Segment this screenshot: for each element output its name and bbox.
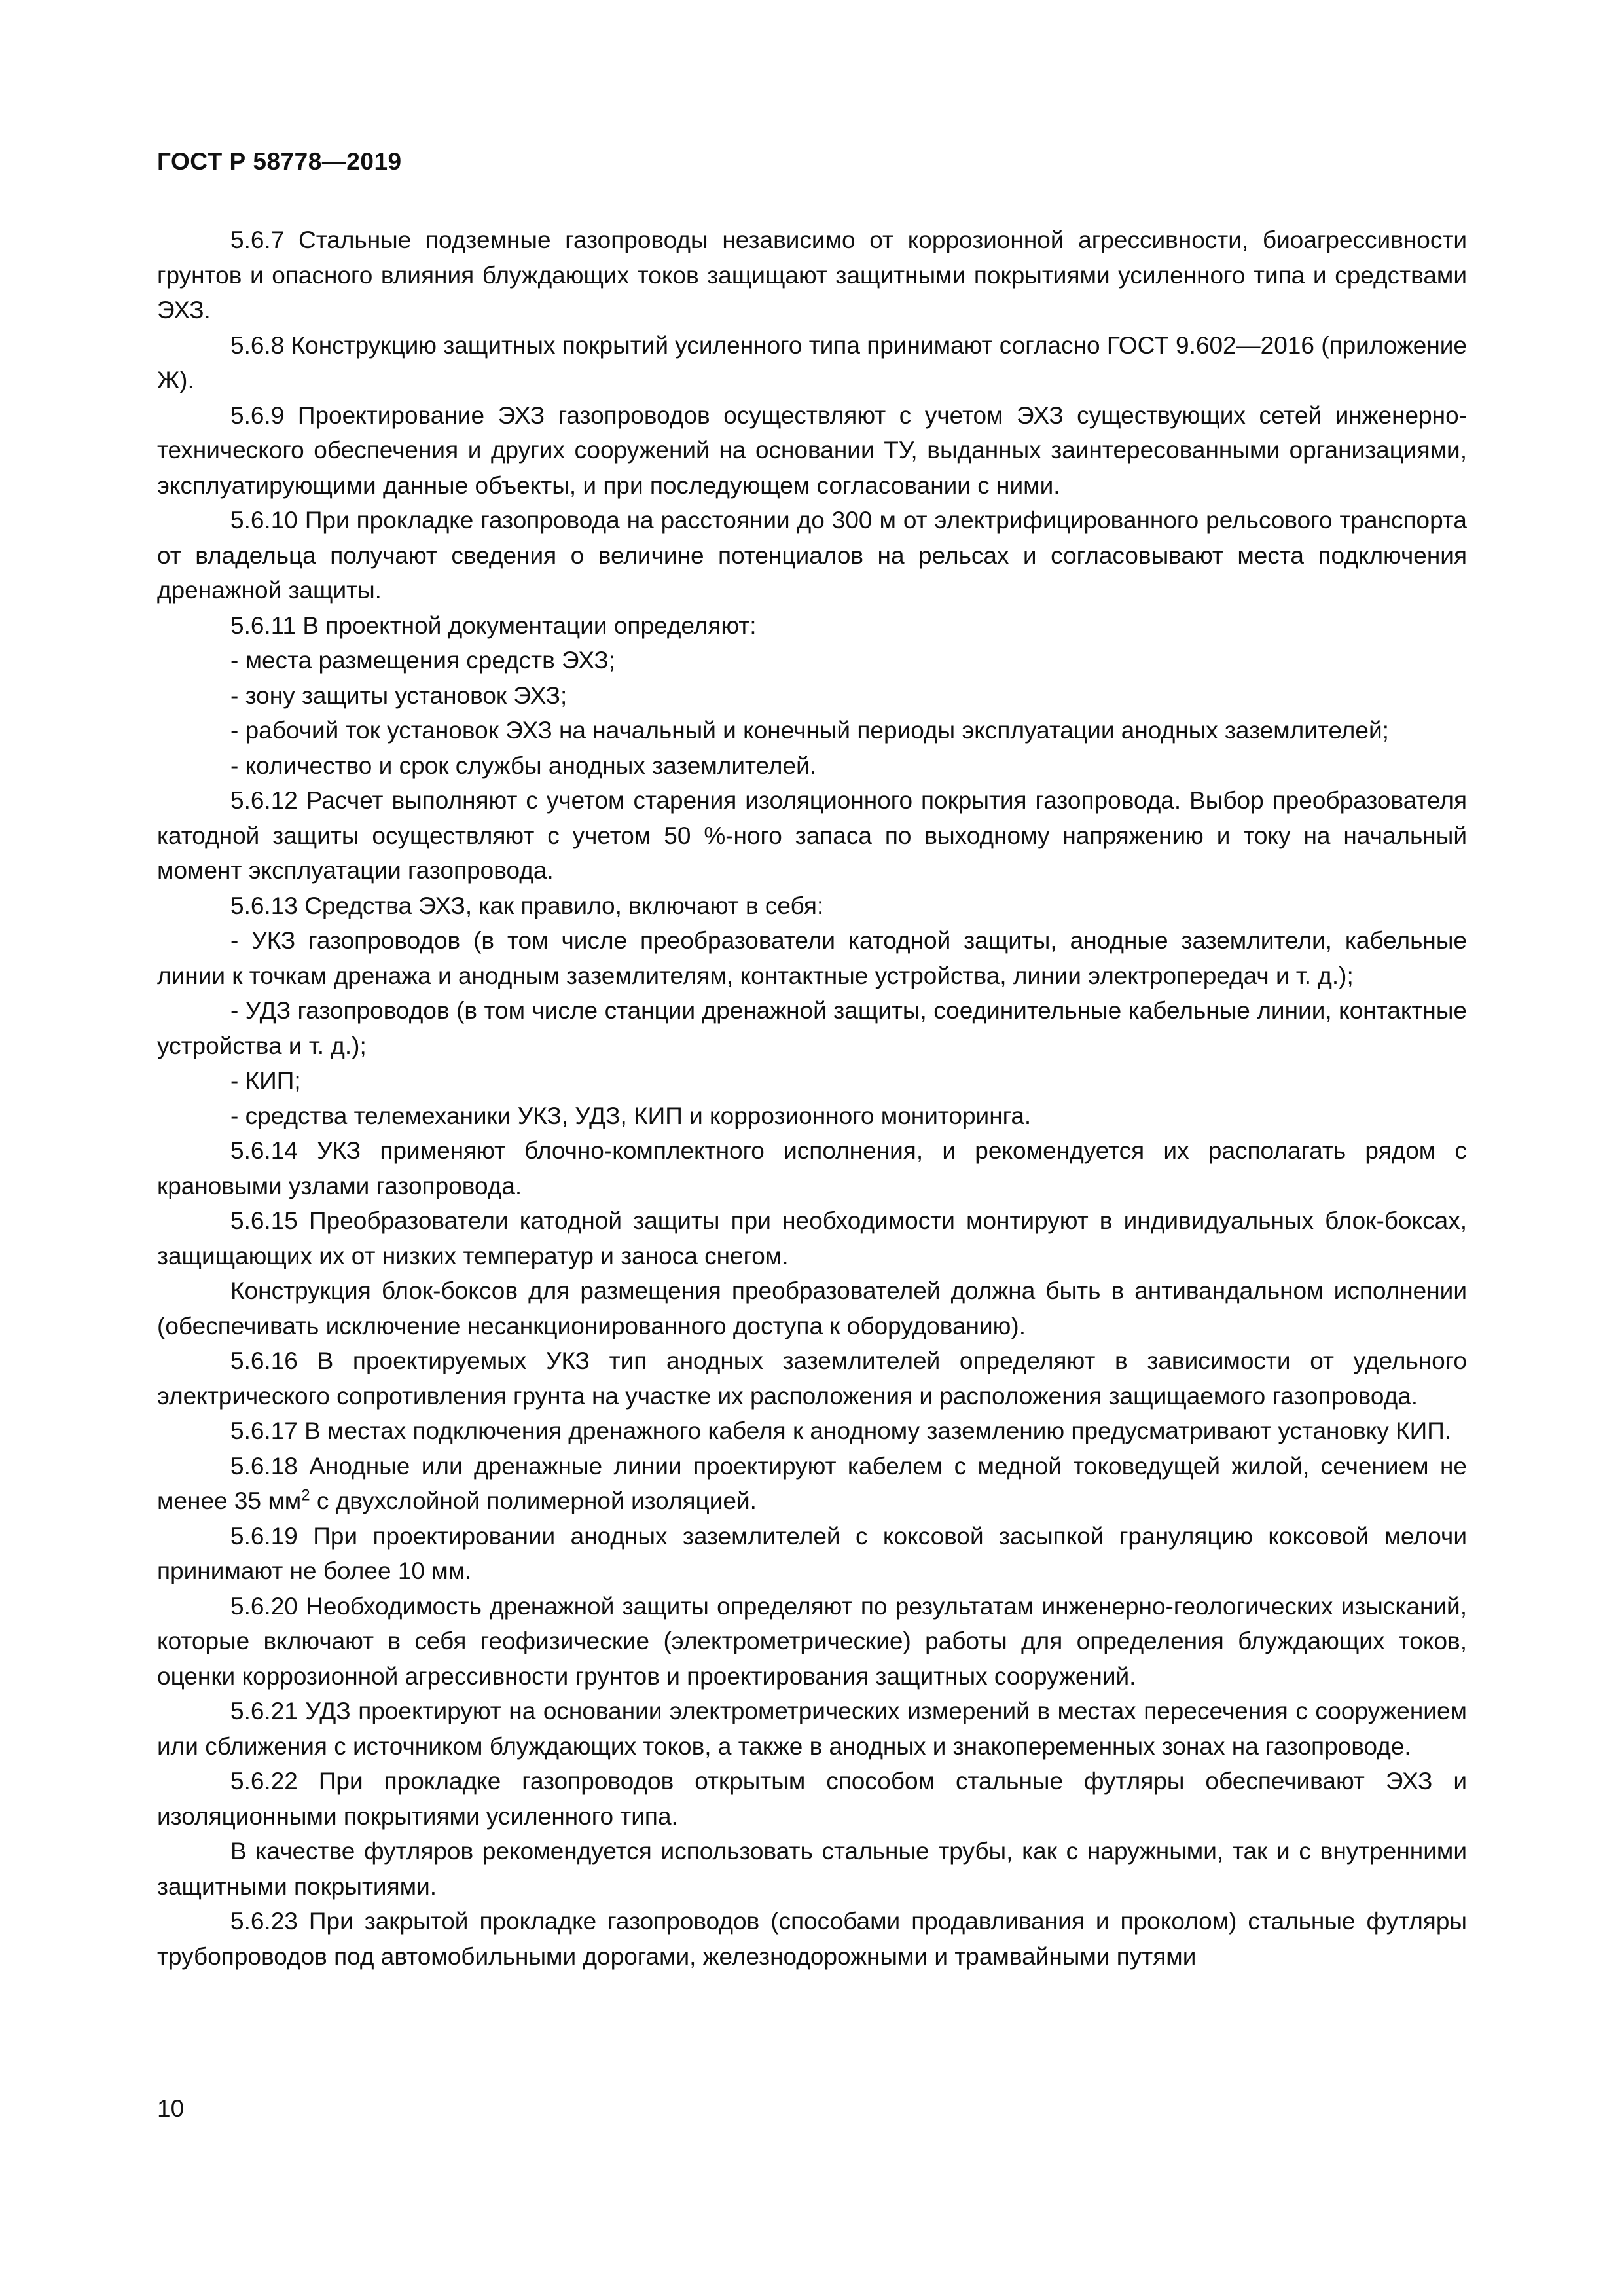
paragraph-5-6-23: 5.6.23 При закрытой прокладке газопроводов (способами продавливания и проколом) стальные футляры трубопроводов под автомобильными дорогами, железнодорожными и трамвайными путями bbox=[157, 1908, 1467, 1970]
paragraph-5-6-18 bbox=[157, 1449, 1467, 1519]
document-code-header: ГОСТ Р 58778—2019 bbox=[157, 148, 402, 175]
paragraph-casing: В качестве футляров рекомендуется использовать стальные трубы, как с наружными, так и с внутренними защитными покрытиями. bbox=[157, 1838, 1467, 1900]
paragraph-5-6-18-text: 5.6.18 Анодные или дренажные линии проектируют кабелем с медной токоведущей жилой, сечением не менее 35 мм bbox=[157, 1452, 1467, 1514]
paragraph-5-6-11: 5.6.11 В проектной документации определяют: bbox=[230, 611, 757, 639]
list-item: - КИП; bbox=[230, 1067, 301, 1094]
paragraph-5-6-7: 5.6.7 Стальные подземные газопроводы независимо от коррозионной агрессивности, биоагрессивности грунтов и опасного влияния блуждающих токов защищают защитными покрытиями усиленного типа и средствами ЭХЗ. bbox=[157, 227, 1467, 323]
paragraph-5-6-13: 5.6.13 Средства ЭХЗ, как правило, включают в себя: bbox=[230, 892, 824, 919]
paragraph-5-6-21: 5.6.21 УДЗ проектируют на основании электрометрических измерений в местах пересечения с сооружением или сближения с источником блуждающих токов, а также в анодных и знакопеременных зонах на газопроводе. bbox=[157, 1698, 1467, 1760]
list-item: - средства телемеханики УКЗ, УДЗ, КИП и коррозионного мониторинга. bbox=[230, 1102, 1032, 1129]
paragraph-5-6-10: 5.6.10 При прокладке газопровода на расстоянии до 300 м от электрифицированного рельсового транспорта от владельца получают сведения о величине потенциалов на рельсах и согласовывают места подключения дренажной защиты. bbox=[157, 507, 1467, 604]
paragraph-5-6-16: 5.6.16 В проектируемых УКЗ тип анодных заземлителей определяют в зависимости от удельного электрического сопротивления грунта на участке их расположения и расположения защищаемого газопровода. bbox=[157, 1347, 1467, 1410]
list-item: - зону защиты установок ЭХЗ; bbox=[230, 682, 568, 709]
paragraph-5-6-18-tail: с двухслойной полимерной изоляцией. bbox=[310, 1487, 757, 1514]
paragraph-5-6-22: 5.6.22 При прокладке газопроводов открытым способом стальные футляры обеспечивают ЭХЗ и изоляционными покрытиями усиленного типа. bbox=[157, 1768, 1467, 1830]
paragraph-5-6-19: 5.6.19 При проектировании анодных заземлителей с коксовой засыпкой грануляцию коксовой мелочи принимают не более 10 мм. bbox=[157, 1522, 1467, 1584]
paragraph-5-6-12: 5.6.12 Расчет выполняют с учетом старения изоляционного покрытия газопровода. Выбор преобразователя катодной защиты осуществляют с учетом 50 %-ного запаса по выходному напряжению и току на начальный момент эксплуатации газопровода. bbox=[157, 787, 1467, 884]
page-number: 10 bbox=[157, 2095, 185, 2122]
list-item: - рабочий ток установок ЭХЗ на начальный и конечный периоды эксплуатации анодных заземлителей; bbox=[230, 717, 1389, 744]
paragraph-5-6-17: 5.6.17 В местах подключения дренажного кабеля к анодному заземлению предусматривают установку КИП. bbox=[230, 1417, 1452, 1444]
document-body bbox=[157, 223, 1467, 1974]
paragraph-5-6-9: 5.6.9 Проектирование ЭХЗ газопроводов осуществляют с учетом ЭХЗ существующих сетей инженерно-технического обеспечения и других сооружений на основании ТУ, выданных заинтересованными организациями, эксплуатирующими данные объекты, и при последующем согласовании с ними. bbox=[157, 401, 1467, 499]
paragraph-5-6-20: 5.6.20 Необходимость дренажной защиты определяют по результатам инженерно-геологических изысканий, которые включают в себя геофизические (электрометрические) работы для определения блуждающих токов, оценки коррозионной агрессивности грунтов и проектирования защитных сооружений. bbox=[157, 1592, 1467, 1690]
list-item: - места размещения средств ЭХЗ; bbox=[230, 647, 615, 674]
list-item: - количество и срок службы анодных заземлителей. bbox=[230, 752, 817, 779]
paragraph-5-6-8: 5.6.8 Конструкцию защитных покрытий усиленного типа принимают согласно ГОСТ 9.602—2016 (приложение Ж). bbox=[157, 331, 1467, 393]
superscript-2: 2 bbox=[301, 1486, 310, 1504]
paragraph-5-6-14: 5.6.14 УКЗ применяют блочно-комплектного исполнения, и рекомендуется их располагать рядом с крановыми узлами газопровода. bbox=[157, 1137, 1467, 1199]
list-item: - УДЗ газопроводов (в том числе станции дренажной защиты, соединительные кабельные линии, контактные устройства и т. д.); bbox=[157, 997, 1467, 1059]
paragraph-5-6-15: 5.6.15 Преобразователи катодной защиты при необходимости монтируют в индивидуальных блок-боксах, защищающих их от низких температур и заноса снегом. bbox=[157, 1207, 1467, 1269]
paragraph-block-box: Конструкция блок-боксов для размещения преобразователей должна быть в антивандальном исполнении (обеспечивать исключение несанкционированного доступа к оборудованию). bbox=[157, 1277, 1467, 1339]
list-item: - УКЗ газопроводов (в том числе преобразователи катодной защиты, анодные заземлители, кабельные линии к точкам дренажа и анодным заземлителям, контактные устройства, линии электропередач и т. д.); bbox=[157, 927, 1467, 989]
